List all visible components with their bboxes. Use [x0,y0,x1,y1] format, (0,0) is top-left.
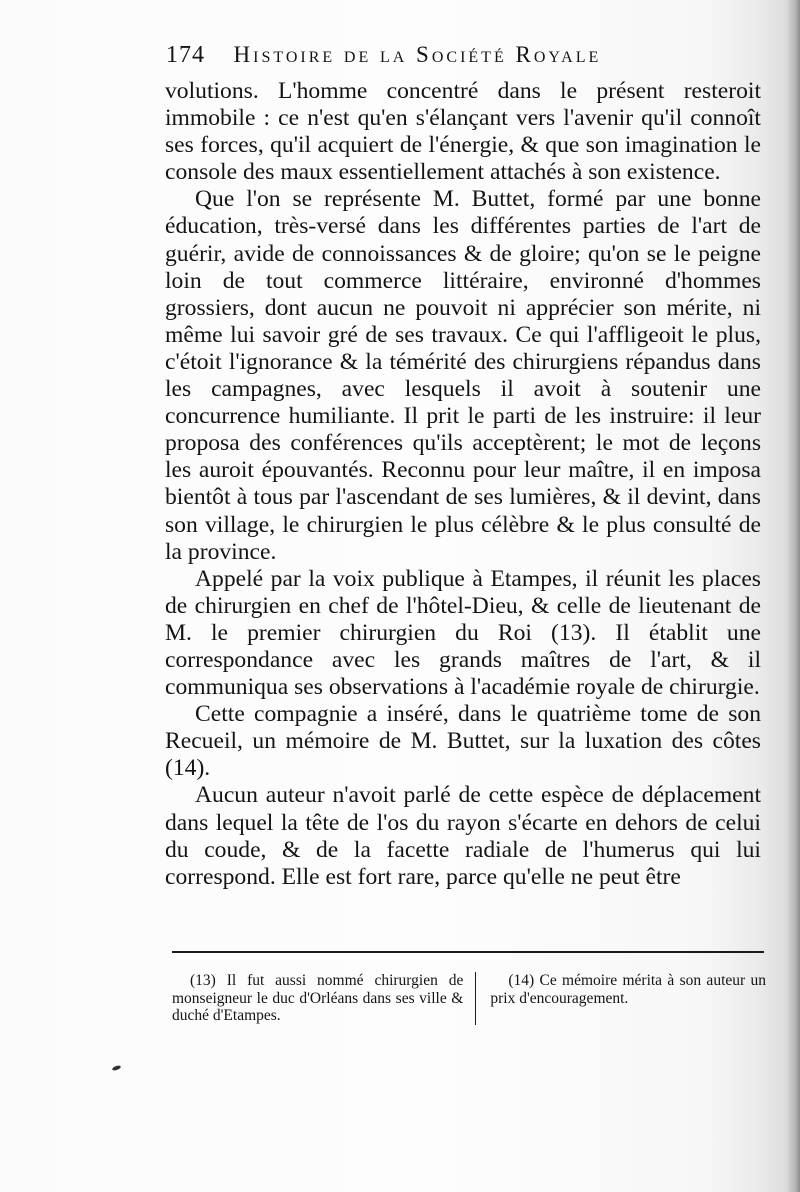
paragraph-continued: volutions. L'homme concentré dans le présent resteroit immobile : ce n'est qu'en s'élançant vers l'avenir qu'il connoît ses forces, qu'il acquiert de l'énergie, & que son imagination le console des maux essentiellement attachés à son existence. [165,78,761,186]
footnotes [172,972,766,1025]
footnote-13 [172,972,475,1025]
main-text [165,78,761,891]
paragraph: Cette compagnie a inséré, dans le quatrième tome de son Recueil, un mémoire de M. Buttet, sur la luxation des côtes (14). [165,701,761,782]
ink-speck [112,1065,122,1072]
paragraph: Appelé par la voix publique à Etampes, il réunit les places de chirurgien en chef de l'hôtel-Dieu, & celle de lieutenant de M. le premier chirurgien du Roi (13). Il établit une correspondance avec les grands maîtres de l'art, & il communiqua ses observations à l'académie royale de chirurgie. [165,565,761,701]
running-title: Histoire de la Société Royale [233,42,602,67]
page-number: 174 [166,42,205,68]
paragraph: Que l'on se représente M. Buttet, formé par une bonne éducation, très-versé dans les différentes parties de l'art de guérir, avide de connoissances & de gloire; qu'on se le peigne loin de tout commerce littéraire, environné d'hommes grossiers, dont aucun ne pouvoit ni apprécier son mérite, ni même lui savoir gré de ses travaux. Ce qui l'affligeoit le plus, c'étoit l'ignorance & la témérité des chirurgiens répandus dans les campagnes, avec lesquels il avoit à soutenir une concurrence humiliante. Il prit le parti de les instruire: il leur proposa des conférences qu'ils acceptèrent; le mot de leçons les auroit épouvantés. Reconnu pour leur maître, il en imposa bientôt à tous par l'ascendant de ses lumières, & il devint, dans son village, le chirurgien le plus célèbre & le plus consulté de la province. [165,186,761,565]
running-header [166,42,766,69]
footnote-text: (14) Ce mémoire mérita à son auteur un prix d'encouragement. [490,972,766,1007]
page-edge-shadow [786,0,800,1192]
footnote-14 [475,972,766,1025]
paragraph: Aucun auteur n'avoit parlé de cette espèce de déplacement dans lequel la tête de l'os du rayon s'écarte en dehors de celui du coude, & de la facette radiale de l'humerus qui lui correspond. Elle est fort rare, parce qu'elle ne peut être [165,782,761,890]
footnote-rule [172,951,764,953]
footnote-text: (13) Il fut aussi nommé chirurgien de monseigneur le duc d'Orléans dans ses ville & duché d'Etampes. [172,972,464,1024]
